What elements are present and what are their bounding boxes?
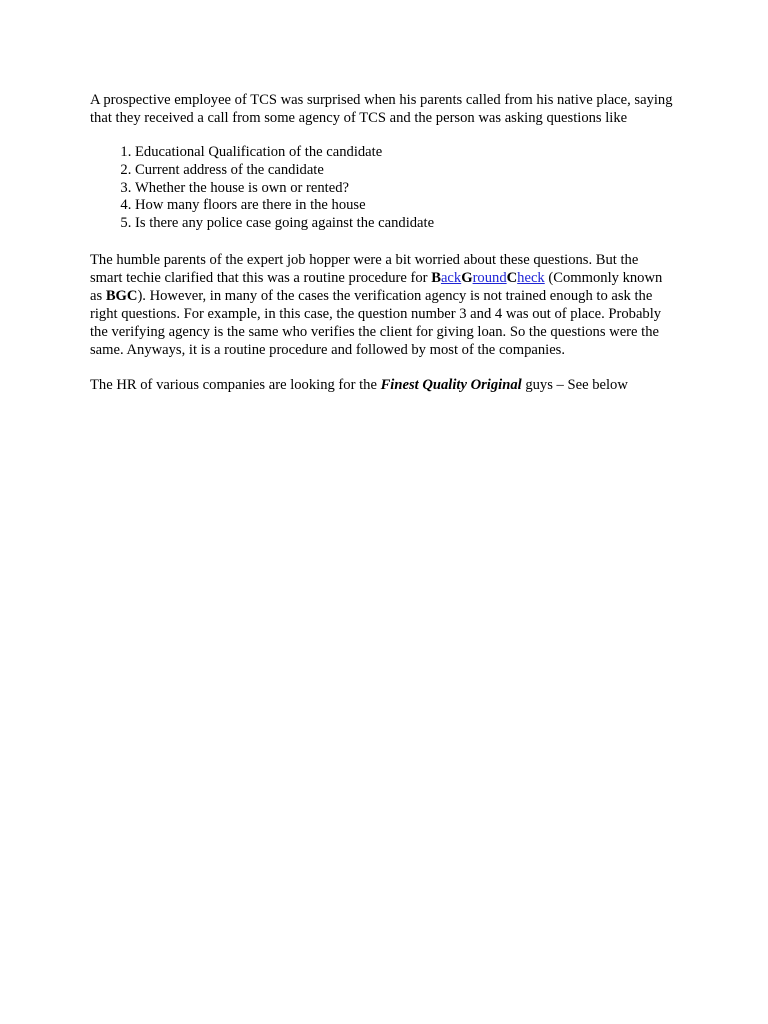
bgc-abbreviation: BGC (105, 287, 138, 304)
emphasis-text: Finest Quality Original (380, 376, 522, 393)
term-letter-g: G (461, 269, 473, 286)
document-body (90, 91, 674, 394)
questions-list (90, 144, 674, 233)
intro-paragraph: A prospective employee of TCS was surprised when his parents called from his native place, saying that they received a call from some agency of TCS and the person was asking questions like (90, 92, 673, 126)
list-item: 2. Current address of the candidate (135, 162, 674, 180)
explanation-text-start: The humble parents of the expert job hopper were a bit worried about these questions. But the smart techie clarified that this was a routine procedure for (90, 251, 639, 286)
term-letter-c: C (506, 269, 518, 286)
list-item: 5. Is there any police case going against the candidate (135, 215, 674, 233)
list-item: 4. How many floors are there in the house (135, 197, 674, 215)
list-item: 3. Whether the house is own or rented? (135, 180, 674, 198)
term-letter-b: B (431, 269, 441, 286)
term-link-ack[interactable]: ack (440, 269, 462, 286)
closing-text-end: guys – See below (521, 376, 628, 393)
explanation-text-rest: ). However, in many of the cases the verification agency is not trained enough to ask the right questions. For example, in this case, the question number 3 and 4 was out of place. Probably the verifying agency is the same who verifies the client for giving loan. So the questions were the same. Anyways, it is a routine procedure and followed by most of the companies. (90, 287, 662, 358)
commonly-known-text: (Commonly known as (90, 269, 663, 304)
explanation-paragraph (90, 251, 674, 359)
term-link-round[interactable]: round (472, 269, 507, 286)
list-item: 1. Educational Qualification of the candidate (135, 144, 674, 162)
term-link-heck[interactable]: heck (517, 269, 545, 286)
closing-paragraph (90, 376, 674, 394)
closing-text-start: The HR of various companies are looking for the (90, 376, 381, 393)
